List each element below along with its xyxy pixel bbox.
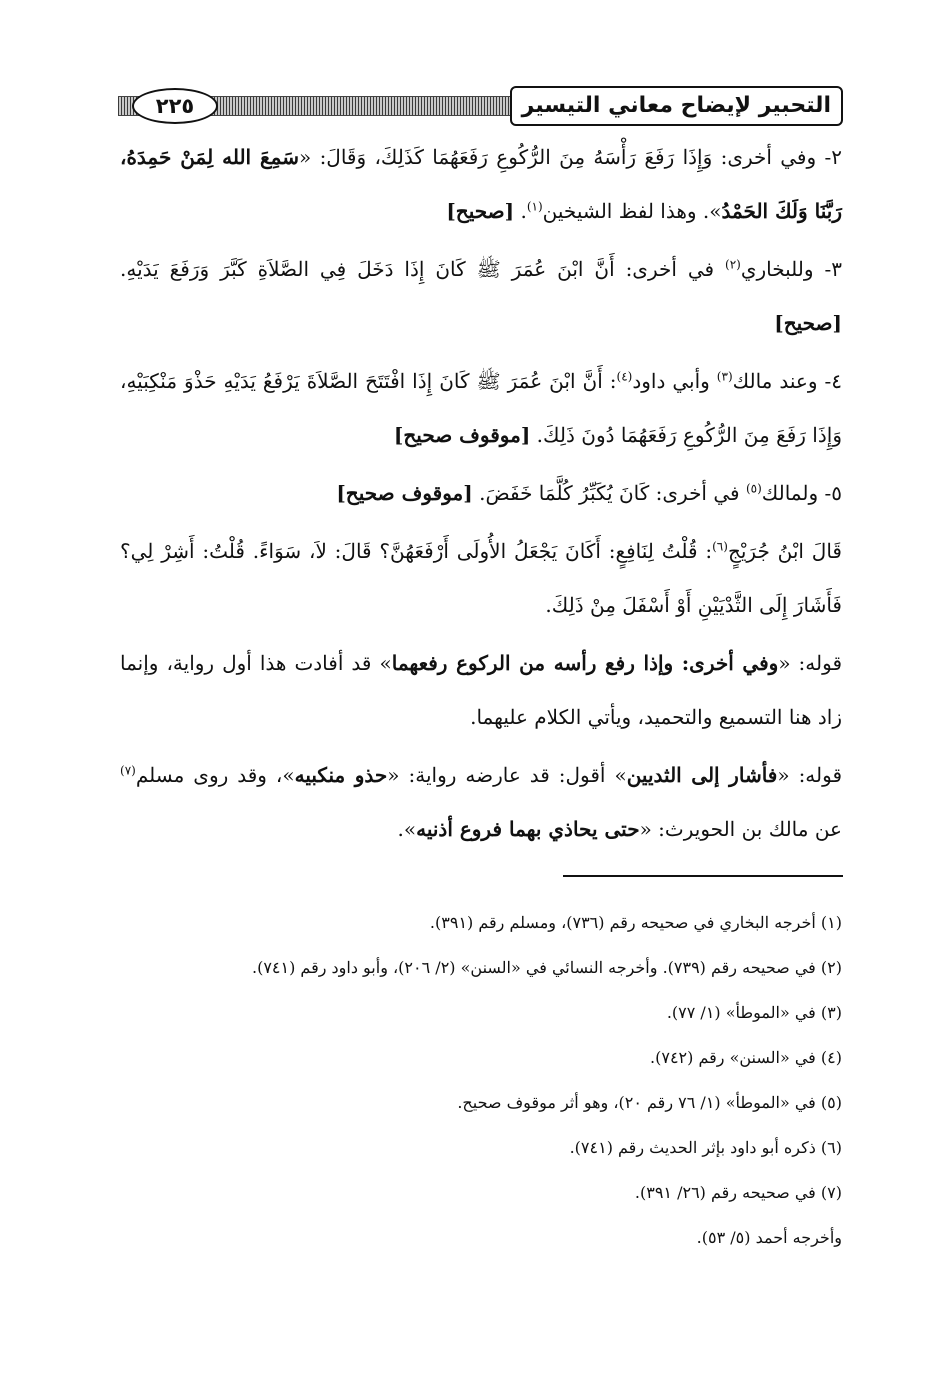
text-span: قوله: « xyxy=(777,763,843,787)
hadith-grade: [موقوف صحيح] xyxy=(393,423,531,447)
text-span: ٢- وفي أخرى: وَإِذَا رَفَعَ رَأْسَهُ مِنَ الرُّكُوعِ رَفَعَهُمَا كَذَلِكَ، وَقَالَ: « xyxy=(299,145,842,169)
paragraph-2 xyxy=(120,130,842,238)
text-span: وأبي داود xyxy=(632,369,717,393)
footnote-ref[interactable]: (٤) xyxy=(616,369,633,384)
bold-quote: سَمِعَ الله لِمَنْ حَمِدَهُ، رَبَّنَا وَلَكَ الحَمْدُ xyxy=(120,145,842,223)
footnotes xyxy=(120,900,842,1260)
text-span: قَالَ ابْنُ جُرَيْجٍ xyxy=(727,539,842,563)
paragraph-4 xyxy=(120,354,842,462)
footnote-6: (٦) ذكره أبو داود بإثر الحديث رقم (٧٤١). xyxy=(569,1138,842,1157)
bold-quote: حتى يحاذي بهما فروع أذنيه xyxy=(416,817,640,841)
hadith-grade: [موقوف صحيح] xyxy=(336,481,473,505)
footnote-7-continued: وأخرجه أحمد (٥/ ٥٣). xyxy=(696,1228,842,1247)
paragraph-6 xyxy=(120,524,842,632)
paragraph-3 xyxy=(120,242,842,350)
text-span: عن مالك بن الحويرث: « xyxy=(639,817,842,841)
text-span: في أخرى: أَنَّ ابْنَ عُمَرَ ﷺ كَانَ إِذَا دَخَلَ فِي الصَّلاَةِ كَبَّرَ وَرَفَعَ يَدَيْهِ. xyxy=(120,257,725,281)
footnote-ref[interactable]: (٢) xyxy=(725,257,741,272)
running-header xyxy=(118,84,843,124)
paragraph-5 xyxy=(120,466,842,520)
hadith-grade: [صحيح] xyxy=(446,199,515,223)
footnote-divider xyxy=(563,875,843,877)
footnote-2: (٢) في صحيحه رقم (٧٣٩). وأخرجه النسائي في «السنن» (٢/ ٢٠٦)، وأبو داود رقم (٧٤١). xyxy=(251,958,842,977)
footnote-ref[interactable]: (٣) xyxy=(716,369,733,384)
footnote-4: (٤) في «السنن» رقم (٧٤٢). xyxy=(650,1048,842,1067)
text-span: »، وقد روى مسلم xyxy=(135,763,295,787)
text-span: . xyxy=(514,199,527,223)
text-span: : أَنَّ ابْنَ عُمَرَ ﷺ كَانَ إِذَا افْتَتَحَ الصَّلاَةَ يَرْفَعُ يَدَيْهِ حَذْوَ مَنْكِبَيْهِ، وَإِذَا رَفَعَ مِنَ الرُّكُوعِ رَفَعَهُمَا دُونَ ذَلِكَ. xyxy=(120,369,842,447)
page-number: ٢٢٥ xyxy=(132,88,218,124)
text-span: ». xyxy=(397,817,417,841)
paragraph-8 xyxy=(120,748,842,856)
footnote-ref[interactable]: (١) xyxy=(526,199,543,214)
text-span: ٤- وعند مالك xyxy=(732,369,842,393)
footnote-7: (٧) في صحيحه رقم (٢٦/ ٣٩١). xyxy=(634,1183,842,1202)
text-span: : قُلْتُ لِنَافِعٍ: أَكَانَ يَجْعَلُ الأُولَى أَرْفَعَهُنَّ؟ قَالَ: لاَ، سَوَاءً. قُلْتُ: أَشِرْ لِي؟ فَأَشَارَ إِلَى الثَّدْيَيْنِ أَوْ أَسْفَلَ مِنْ ذَلِكَ. xyxy=(120,539,842,617)
text-span: » قد أفادت هذا أول رواية، وإنما زاد هنا التسميع والتحميد، ويأتي الكلام عليهما. xyxy=(120,651,842,729)
footnote-ref[interactable]: (٥) xyxy=(745,481,762,496)
footnote-ref[interactable]: (٧) xyxy=(120,763,136,778)
text-span: ٣- وللبخاري xyxy=(740,257,842,281)
text-span: ٥- ولمالك xyxy=(761,481,842,505)
text-span: في أخرى: كَانَ يُكَبِّرُ كُلَّمَا خَفَضَ. xyxy=(472,481,746,505)
text-span: ». وهذا لفظ الشيخين xyxy=(542,199,722,223)
bold-quote: فأشار إلى الثديين xyxy=(626,763,778,787)
text-span: قوله: « xyxy=(778,651,843,675)
footnote-ref[interactable]: (٦) xyxy=(712,539,728,554)
bold-quote: حذو منكبيه xyxy=(294,763,388,787)
book-title: التحبير لإيضاح معاني التيسير xyxy=(510,86,843,126)
main-text xyxy=(120,130,842,860)
footnote-3: (٣) في «الموطأ» (١/ ٧٧). xyxy=(666,1003,842,1022)
text-span: » أقول: قد عارضه رواية: « xyxy=(387,763,627,787)
bold-quote: وفي أخرى: وإذا رفع رأسه من الركوع رفعهما xyxy=(391,651,779,675)
paragraph-7 xyxy=(120,636,842,744)
footnote-5: (٥) في «الموطأ» (١/ ٧٦ رقم ٢٠)، وهو أثر موقوف صحيح. xyxy=(457,1093,842,1112)
hadith-grade: [صحيح] xyxy=(774,311,842,335)
footnote-1: (١) أخرجه البخاري في صحيحه رقم (٧٣٦)، ومسلم رقم (٣٩١). xyxy=(429,913,842,932)
